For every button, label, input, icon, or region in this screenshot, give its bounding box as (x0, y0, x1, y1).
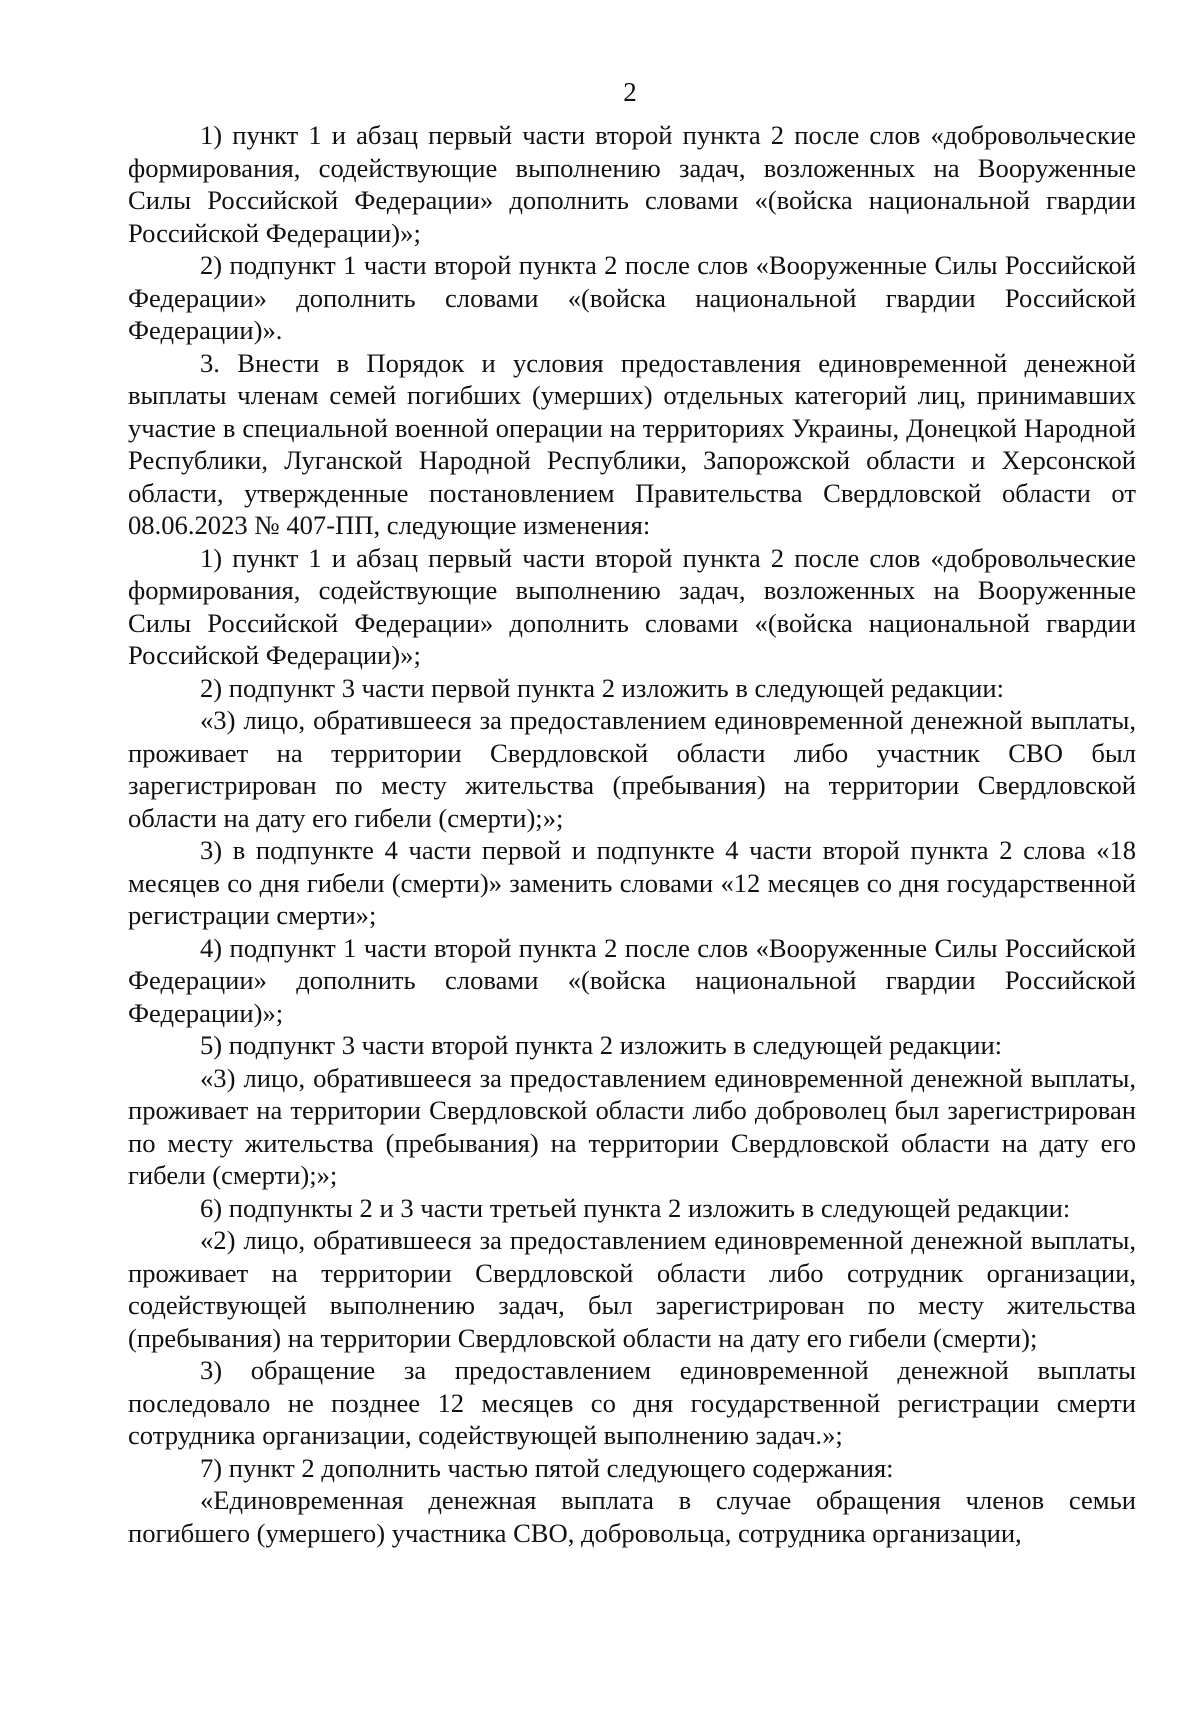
paragraph-4: 1) пункт 1 и абзац первый части второй пункта 2 после слов «добровольческие формирования, содействующие выполнению задач, возложенных на Вооруженные Силы Российской Федерации» дополнить словами «(войска национальной гвардии Российской Федерации)»; (128, 542, 1136, 670)
paragraph-10: «3) лицо, обратившееся за предоставлением единовременной денежной выплаты, проживает на территории Свердловской области либо доброволец был зарегистрирован по месту жительства (пребывания) на территории Свердловской области на дату его гибели (смерти);»; (128, 1062, 1136, 1190)
paragraph-7: 3) в подпункте 4 части первой и подпункте 4 части второй пункта 2 слова «18 месяцев со дня гибели (смерти)» заменить словами «12 месяцев со дня государственной регистрации смерти»; (128, 835, 1136, 930)
paragraph-5: 2) подпункт 3 части первой пункта 2 изложить в следующей редакции: (200, 672, 1005, 703)
paragraph-15: «Единовременная денежная выплата в случае обращения членов семьи погибшего (умершего) участника СВО, добровольца, сотрудника организации, (128, 1485, 1136, 1548)
paragraph-9: 5) подпункт 3 части второй пункта 2 изложить в следующей редакции: (200, 1030, 1003, 1060)
paragraph-13: 3) обращение за предоставлением единовременной денежной выплаты последовало не позднее 12 месяцев со дня государственной регистрации смерти сотрудника организации, содействующей выполнению задач.»; (128, 1355, 1136, 1450)
paragraph-3: 3. Внести в Порядок и условия предоставления единовременной денежной выплаты членам семей погибших (умерших) отдельных категорий лиц, принимавших участие в специальной военной операции на территориях Украины, Донецкой Народной Республики, Луганской Народной Республики, Запорожской области и Херсонской области, утвержденные постановлением Правительства Свердловской области от 08.06.2023 № 407-ПП, следующие изменения: (128, 347, 1136, 540)
paragraph-11: 6) подпункты 2 и 3 части третьей пункта 2 изложить в следующей редакции: (200, 1192, 1071, 1223)
paragraph-1: 1) пункт 1 и абзац первый части второй пункта 2 после слов «добровольческие формирования, содействующие выполнению задач, возложенных на Вооруженные Силы Российской Федерации» дополнить словами «(войска национальной гвардии Российской Федерации)»; (128, 120, 1136, 248)
paragraph-12: «2) лицо, обратившееся за предоставлением единовременной денежной выплаты, проживает на территории Свердловской области либо сотрудник организации, содействующей выполнению задач, был зарегистрирован по месту жительства (пребывания) на территории Свердловской области на дату его гибели (смерти); (128, 1225, 1136, 1353)
paragraph-8: 4) подпункт 1 части второй пункта 2 после слов «Вооруженные Силы Российской Федерации» дополнить словами «(войска национальной гвардии Российской Федерации)»; (128, 932, 1136, 1028)
document-body (128, 119, 1136, 1549)
paragraph-6: «3) лицо, обратившееся за предоставлением единовременной денежной выплаты, проживает на территории Свердловской области либо участник СВО был зарегистрирован по месту жительства (пребывания) на территории Свердловской области на дату его гибели (смерти);»; (128, 705, 1136, 833)
paragraph-2: 2) подпункт 1 части второй пункта 2 после слов «Вооруженные Силы Российской Федерации» дополнить словами «(войска национальной гвардии Российской Федерации)». (128, 250, 1136, 345)
page-number: 2 (623, 77, 637, 107)
paragraph-14: 7) пункт 2 дополнить частью пятой следующего содержания: (200, 1452, 894, 1483)
